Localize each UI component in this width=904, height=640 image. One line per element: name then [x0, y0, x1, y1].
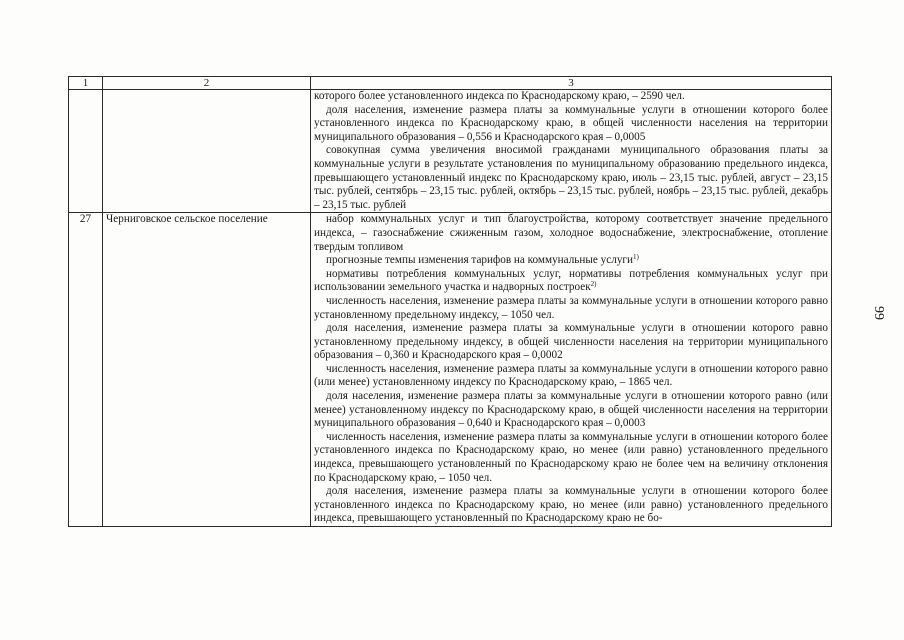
- table-header-row: [69, 77, 832, 90]
- paragraph: которого более установленного индекса по Краснодарскому краю, – 2590 чел.: [314, 90, 685, 102]
- row-number-cell: 27: [69, 213, 103, 527]
- footnote-ref: 2): [590, 280, 597, 289]
- paragraph: набор коммунальных услуг и тип благоустройства, которому соответствует значение предельного индекса, – газоснабжение сжиженным газом, холодное водоснабжение, электроснабжение, отопление твердым топливом: [314, 213, 828, 253]
- table-row-continuation: [69, 90, 832, 213]
- paragraph: нормативы потребления коммунальных услуг, нормативы потребления коммунальных услуг при использовании земельного участка и надворных построек$^{2)}$: [314, 267, 828, 294]
- row-content-cell: [311, 213, 832, 527]
- column-header-2: 2: [103, 77, 311, 90]
- row-name-cell: [103, 90, 311, 213]
- paragraph: совокупная сумма увеличения вносимой гражданами муниципального образования платы за коммунальные услуги в результате установления по муниципальному образованию предельного индекса, превышающего установленный индекс по Краснодарскому краю, июль – 23,15 тыс. рублей, август – 23,15 тыс. рублей, сентябрь – 23,15 тыс. рублей, октябрь – 23,15 тыс. рублей, ноябрь – 23,15 тыс. рублей, декабрь – 23,15 тыс. рублей: [314, 144, 828, 211]
- column-header-1: 1: [69, 77, 103, 90]
- row-number-cell: [69, 90, 103, 213]
- paragraph: численность населения, изменение размера платы за коммунальные услуги в отношении которого равно установленному предельному индексу, – 1050 чел.: [314, 294, 828, 321]
- paragraph: численность населения, изменение размера платы за коммунальные услуги в отношении которого более установленного индекса по Краснодарскому краю, но менее (или равно) установленного предельного индекса, превышающего установленный по Краснодарскому краю не более чем на величину отклонения по Краснодарскому краю, – 1050 чел.: [314, 430, 828, 484]
- paragraph: прогнозные темпы изменения тарифов на коммунальные услуги$^{1)}$: [326, 253, 639, 267]
- row-content-cell: [311, 90, 832, 213]
- data-table: [68, 76, 832, 527]
- paragraph: доля населения, изменение размера платы за коммунальные услуги в отношении которого более установленного индекса по Краснодарскому краю, в общей численности населения на территории муниципального образования – 0,556 и Краснодарского края – 0,0005: [314, 103, 828, 143]
- paragraph: доля населения, изменение размера платы за коммунальные услуги в отношении которого равно (или менее) установленному индексу по Краснодарскому краю, в общей численности населения на территории муниципального образования – 0,640 и Краснодарского края – 0,0003: [314, 390, 828, 430]
- paragraph: доля населения, изменение размера платы за коммунальные услуги в отношении которого равно установленному предельному индексу, в общей численности населения на территории муниципального образования – 0,360 и Краснодарского края – 0,0002: [314, 322, 828, 362]
- paragraph: численность населения, изменение размера платы за коммунальные услуги в отношении которого равно (или менее) установленному индексу по Краснодарскому краю, – 1865 чел.: [314, 362, 828, 389]
- paragraph: доля населения, изменение размера платы за коммунальные услуги в отношении которого более установленного индекса по Краснодарскому краю, но менее (или равно) установленного предельного индекса, превышающего установленный по Краснодарскому краю не бо-: [314, 485, 828, 525]
- table-row-27: [69, 213, 832, 527]
- column-header-3: 3: [311, 77, 832, 90]
- page-number: 99: [871, 306, 886, 320]
- footnote-ref: 1): [632, 253, 639, 262]
- row-name-cell: Черниговское сельское поселение: [103, 213, 311, 527]
